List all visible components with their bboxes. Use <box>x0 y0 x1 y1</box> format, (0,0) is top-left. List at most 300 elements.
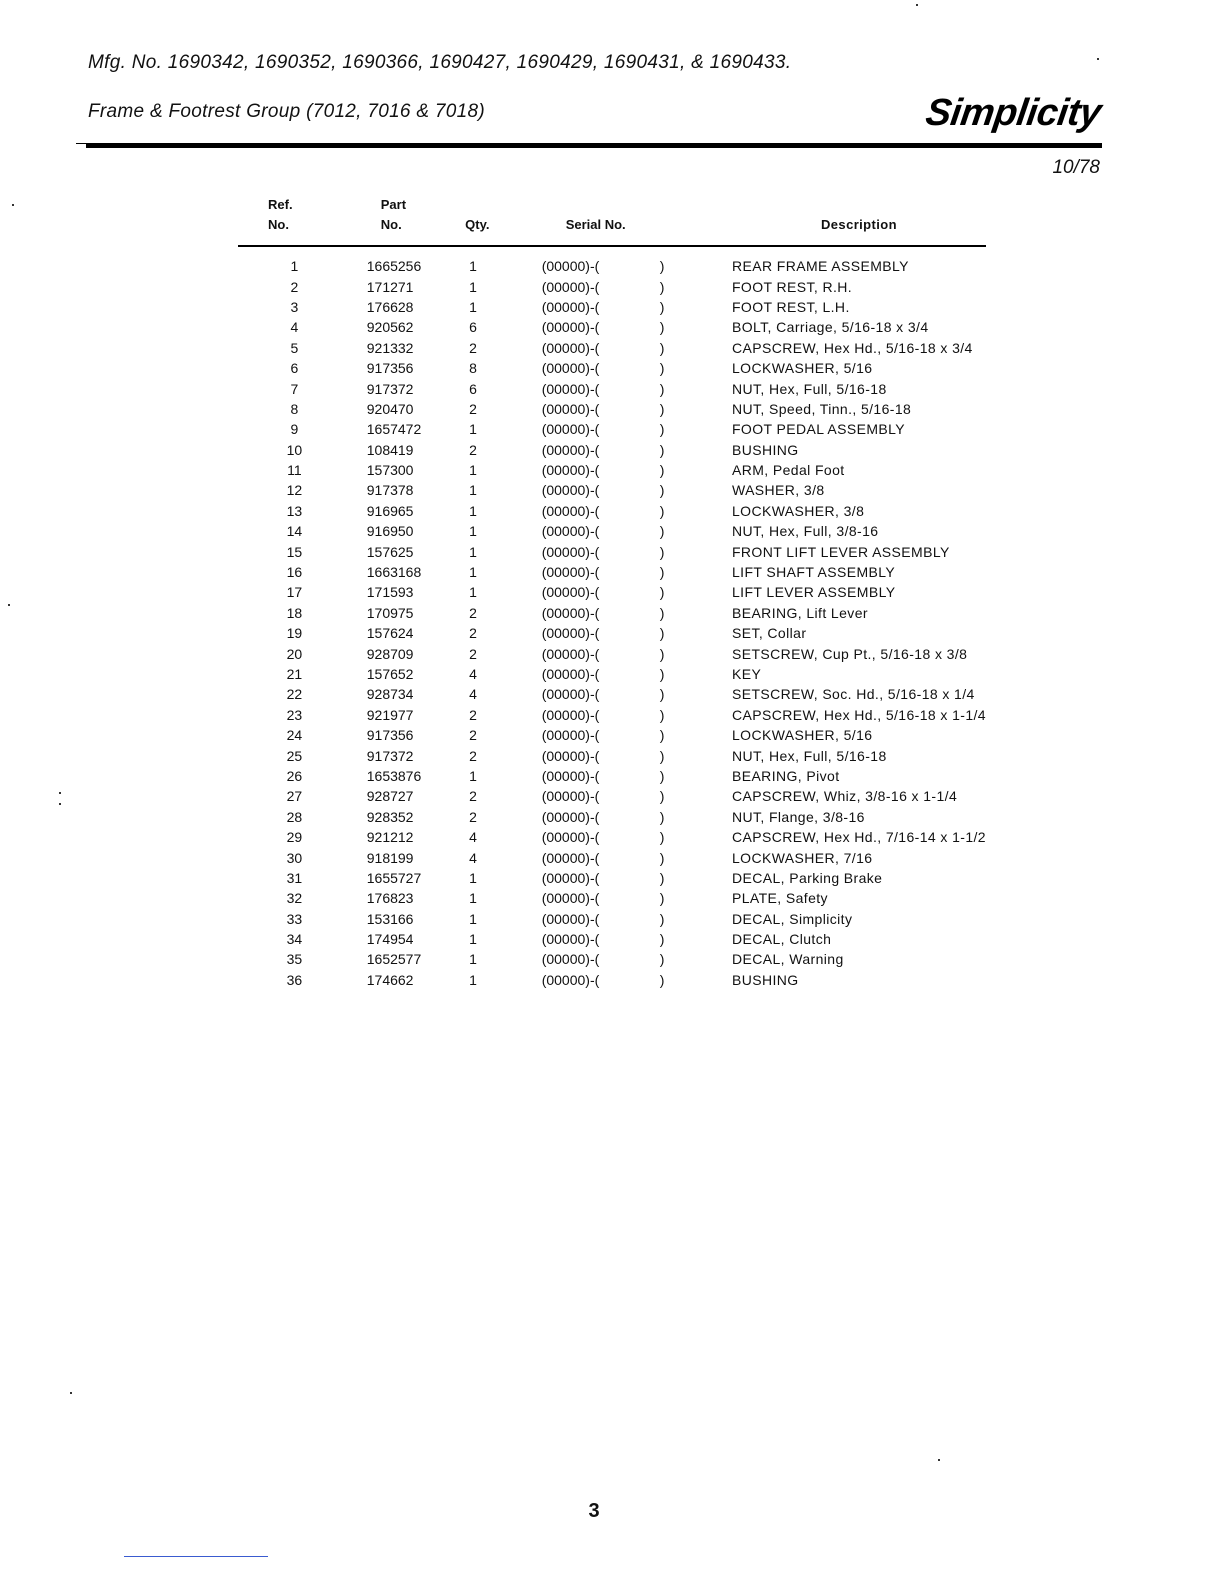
part-no-cell: 921977 <box>366 706 414 723</box>
description-cell: SETSCREW, Soc. Hd., 5/16-18 x 1/4 <box>731 686 975 703</box>
serial-no-cell <box>528 297 728 317</box>
part-no-cell: 917356 <box>366 360 414 377</box>
serial-no-cell <box>528 766 728 786</box>
description-cell: WASHER, 3/8 <box>731 482 825 499</box>
serial-start: (00000)-( <box>541 951 600 968</box>
table-row <box>238 440 986 460</box>
part-no-cell: 153166 <box>366 910 414 927</box>
serial-start: (00000)-( <box>541 298 600 315</box>
serial-no-cell <box>528 909 728 929</box>
serial-no-cell <box>528 399 728 419</box>
simplicity-logo: Simplicity <box>922 92 1104 134</box>
part-no-cell: 1655727 <box>366 869 422 886</box>
serial-start: (00000)-( <box>541 706 600 723</box>
serial-no-cell <box>528 827 728 847</box>
serial-end: ) <box>659 564 665 581</box>
serial-no-cell <box>528 440 728 460</box>
part-no-cell: 174662 <box>366 971 414 988</box>
serial-end: ) <box>659 788 665 805</box>
qty-cell: 1 <box>469 910 477 927</box>
serial-start: (00000)-( <box>541 869 600 886</box>
ref-no-cell: 5 <box>290 339 299 356</box>
serial-end: ) <box>659 258 665 275</box>
ref-no-cell: 30 <box>286 849 303 866</box>
table-row <box>238 745 986 765</box>
ref-no-cell: 13 <box>286 502 303 519</box>
scan-speck <box>1097 58 1099 60</box>
ref-no-cell: 31 <box>286 869 303 886</box>
serial-end: ) <box>659 502 665 519</box>
part-no-cell: 1657472 <box>366 421 422 438</box>
serial-start: (00000)-( <box>541 666 600 682</box>
serial-end: ) <box>659 278 665 295</box>
description-cell: FRONT LIFT LEVER ASSEMBLY <box>731 543 950 560</box>
serial-no-cell <box>528 643 728 663</box>
parts-table <box>238 195 986 990</box>
table-row <box>238 847 986 867</box>
group-title: Frame & Footrest Group (7012, 7016 & 7018) <box>88 101 486 122</box>
qty-cell: 1 <box>469 543 477 560</box>
description-cell: DECAL, Clutch <box>731 931 832 948</box>
part-no-cell: 1665256 <box>366 258 422 275</box>
ref-no-cell: 19 <box>286 625 303 642</box>
serial-end: ) <box>659 584 665 601</box>
serial-no-cell <box>528 725 728 745</box>
serial-no-cell <box>528 705 728 725</box>
serial-no-cell <box>528 358 728 378</box>
table-row <box>238 562 986 582</box>
scan-speck <box>70 1392 72 1394</box>
qty-cell: 1 <box>469 564 477 581</box>
qty-cell: 1 <box>469 258 477 275</box>
part-no-cell: 171271 <box>366 278 414 295</box>
serial-start: (00000)-( <box>541 258 600 275</box>
part-no-cell: 928727 <box>366 788 414 805</box>
part-no-cell: 928709 <box>366 645 414 662</box>
serial-no-cell <box>528 562 728 582</box>
serial-start: (00000)-( <box>541 319 600 336</box>
part-no-cell: 157625 <box>366 543 414 560</box>
table-row <box>238 807 986 827</box>
table-row <box>238 929 986 949</box>
header-rule-tail <box>76 143 88 144</box>
qty-cell: 1 <box>469 298 477 315</box>
ref-no-cell: 21 <box>286 666 303 682</box>
description-cell: DECAL, Parking Brake <box>731 869 883 886</box>
ref-no-cell: 35 <box>286 951 303 968</box>
serial-start: (00000)-( <box>541 441 600 458</box>
qty-cell: 4 <box>469 666 477 682</box>
serial-end: ) <box>659 666 665 682</box>
serial-end: ) <box>659 706 665 723</box>
table-row <box>238 766 986 786</box>
qty-cell: 2 <box>469 747 477 764</box>
serial-no-cell <box>528 541 728 561</box>
serial-end: ) <box>659 767 665 784</box>
description-cell: PLATE, Safety <box>731 890 828 907</box>
serial-no-cell <box>528 603 728 623</box>
part-no-cell: 157300 <box>366 462 414 479</box>
ref-no-cell: 29 <box>286 829 303 846</box>
part-no-cell: 920470 <box>366 400 414 417</box>
qty-cell: 2 <box>469 808 477 825</box>
description-cell: FOOT REST, R.H. <box>731 278 853 295</box>
scan-speck <box>916 4 918 6</box>
ref-no-cell: 18 <box>286 604 303 621</box>
part-no-cell: 1653876 <box>366 767 422 784</box>
part-no-header <box>351 195 461 246</box>
table-row <box>238 888 986 908</box>
table-row <box>238 297 986 317</box>
ref-no-cell: 1 <box>290 258 299 275</box>
qty-cell: 2 <box>469 645 477 662</box>
description-cell: FOOT REST, L.H. <box>731 298 850 315</box>
qty-cell: 1 <box>469 951 477 968</box>
part-no-cell: 928734 <box>366 686 414 703</box>
description-cell: LOCKWASHER, 5/16 <box>731 727 873 744</box>
ref-no-cell: 4 <box>290 319 299 336</box>
qty-cell: 4 <box>469 686 477 703</box>
serial-no-cell <box>528 480 728 500</box>
ref-no-cell: 25 <box>286 747 303 764</box>
table-row <box>238 827 986 847</box>
description-header: Description <box>728 195 986 246</box>
part-no-cell: 176628 <box>366 298 414 315</box>
table-row <box>238 276 986 296</box>
description-cell: BUSHING <box>731 971 799 988</box>
part-no-cell: 928352 <box>366 808 414 825</box>
table-row <box>238 623 986 643</box>
qty-cell: 2 <box>469 706 477 723</box>
serial-start: (00000)-( <box>541 584 600 601</box>
serial-start: (00000)-( <box>541 645 600 662</box>
ref-no-cell: 6 <box>290 360 299 377</box>
serial-no-cell <box>528 888 728 908</box>
ref-no-cell: 3 <box>290 298 299 315</box>
table-row <box>238 970 986 990</box>
table-row <box>238 582 986 602</box>
serial-no-cell <box>528 745 728 765</box>
serial-start: (00000)-( <box>541 931 600 948</box>
part-no-cell: 917372 <box>366 380 414 397</box>
serial-end: ) <box>659 482 665 499</box>
serial-no-cell <box>528 949 728 969</box>
ref-no-cell: 7 <box>290 380 299 397</box>
table-row <box>238 664 986 684</box>
table-row <box>238 909 986 929</box>
table-row <box>238 521 986 541</box>
description-cell: BUSHING <box>731 441 799 458</box>
serial-start: (00000)-( <box>541 360 600 377</box>
ref-no-cell: 20 <box>286 645 303 662</box>
ref-no-cell: 11 <box>287 462 302 479</box>
qty-cell: 6 <box>469 319 477 336</box>
description-cell: BOLT, Carriage, 5/16-18 x 3/4 <box>731 319 929 336</box>
serial-end: ) <box>659 462 665 479</box>
serial-end: ) <box>659 360 665 377</box>
table-row <box>238 725 986 745</box>
serial-start: (00000)-( <box>541 788 600 805</box>
serial-end: ) <box>659 910 665 927</box>
part-no-cell: 918199 <box>366 849 414 866</box>
serial-end: ) <box>659 400 665 417</box>
table-row <box>238 541 986 561</box>
ref-no-header <box>238 195 351 246</box>
serial-end: ) <box>659 625 665 642</box>
part-no-cell: 1663168 <box>366 564 422 581</box>
serial-start: (00000)-( <box>541 523 600 540</box>
ref-no-cell: 36 <box>286 971 303 988</box>
ref-no-cell: 27 <box>286 788 303 805</box>
qty-cell: 1 <box>469 869 477 886</box>
part-no-cell: 916965 <box>366 502 414 519</box>
serial-start: (00000)-( <box>541 421 600 438</box>
qty-cell: 1 <box>469 584 477 601</box>
ref-no-cell: 26 <box>286 767 303 784</box>
serial-end: ) <box>659 319 665 336</box>
serial-end: ) <box>659 890 665 907</box>
ref-no-cell: 16 <box>286 564 303 581</box>
table-row <box>238 460 986 480</box>
qty-cell: 1 <box>469 502 477 519</box>
ref-no-cell: 10 <box>286 441 303 458</box>
serial-end: ) <box>659 931 665 948</box>
serial-start: (00000)-( <box>541 747 600 764</box>
serial-no-cell <box>528 419 728 439</box>
part-no-cell: 921332 <box>366 339 414 356</box>
ref-no-cell: 17 <box>286 584 303 601</box>
serial-no-cell <box>528 276 728 296</box>
serial-start: (00000)-( <box>541 278 600 295</box>
part-no-cell: 917356 <box>366 727 414 744</box>
description-cell: CAPSCREW, Hex Hd., 5/16-18 x 3/4 <box>731 339 973 356</box>
scan-speck <box>8 604 10 606</box>
table-row <box>238 317 986 337</box>
part-no-cell: 108419 <box>366 441 414 458</box>
part-no-cell: 171593 <box>366 584 414 601</box>
date-code: 10/78 <box>1052 157 1100 178</box>
serial-no-cell <box>528 970 728 990</box>
serial-start: (00000)-( <box>541 380 600 397</box>
serial-start: (00000)-( <box>541 829 600 846</box>
ref-no-cell: 34 <box>286 931 303 948</box>
qty-cell: 8 <box>469 360 477 377</box>
qty-cell: 2 <box>469 400 477 417</box>
qty-cell: 1 <box>469 523 477 540</box>
ref-no-cell: 33 <box>286 910 303 927</box>
part-no-cell: 1652577 <box>366 951 422 968</box>
ref-no-cell: 15 <box>286 543 303 560</box>
qty-cell: 1 <box>469 931 477 948</box>
table-header-row <box>238 195 986 246</box>
qty-cell: 1 <box>469 278 477 295</box>
serial-end: ) <box>659 951 665 968</box>
qty-cell: 1 <box>469 482 477 499</box>
description-cell: NUT, Hex, Full, 5/16-18 <box>731 380 887 397</box>
serial-end: ) <box>659 421 665 438</box>
qty-cell: 4 <box>469 849 477 866</box>
part-header-line1: Part <box>380 197 407 212</box>
ref-no-cell: 23 <box>286 706 303 723</box>
qty-cell: 2 <box>469 727 477 744</box>
serial-no-cell <box>528 582 728 602</box>
serial-no-header: Serial No. <box>528 195 728 246</box>
serial-end: ) <box>659 441 665 458</box>
ref-no-cell: 24 <box>286 727 303 744</box>
table-row <box>238 419 986 439</box>
part-no-cell: 917378 <box>366 482 414 499</box>
table-row <box>238 378 986 398</box>
serial-start: (00000)-( <box>541 339 600 356</box>
qty-cell: 1 <box>469 890 477 907</box>
serial-start: (00000)-( <box>541 808 600 825</box>
qty-cell: 4 <box>469 829 477 846</box>
description-cell: KEY <box>731 666 762 682</box>
serial-end: ) <box>659 604 665 621</box>
serial-start: (00000)-( <box>541 482 600 499</box>
serial-start: (00000)-( <box>541 727 600 744</box>
serial-no-cell <box>528 317 728 337</box>
serial-start: (00000)-( <box>541 890 600 907</box>
serial-start: (00000)-( <box>541 604 600 621</box>
part-no-cell: 176823 <box>366 890 414 907</box>
table-row <box>238 868 986 888</box>
part-no-cell: 917372 <box>366 747 414 764</box>
serial-end: ) <box>659 829 665 846</box>
serial-no-cell <box>528 684 728 704</box>
serial-start: (00000)-( <box>541 543 600 560</box>
footer-underline <box>124 1556 268 1557</box>
header-rule <box>86 143 1102 148</box>
scan-speck <box>59 792 61 794</box>
description-cell: LOCKWASHER, 7/16 <box>731 849 873 866</box>
description-cell: CAPSCREW, Hex Hd., 7/16-14 x 1-1/2 <box>731 829 986 846</box>
serial-end: ) <box>659 298 665 315</box>
table-row <box>238 501 986 521</box>
serial-no-cell <box>528 521 728 541</box>
serial-end: ) <box>659 727 665 744</box>
table-row <box>238 603 986 623</box>
serial-no-cell <box>528 847 728 867</box>
serial-no-cell <box>528 460 728 480</box>
qty-cell: 1 <box>469 767 477 784</box>
ref-no-cell: 28 <box>286 808 303 825</box>
serial-start: (00000)-( <box>541 686 600 703</box>
qty-cell: 1 <box>469 462 477 479</box>
ref-header-line1: Ref. <box>268 197 293 212</box>
serial-end: ) <box>659 645 665 662</box>
serial-end: ) <box>659 339 665 356</box>
description-cell: LIFT LEVER ASSEMBLY <box>731 584 896 601</box>
serial-start: (00000)-( <box>541 400 600 417</box>
serial-start: (00000)-( <box>541 625 600 642</box>
part-no-cell: 921212 <box>366 829 414 846</box>
serial-start: (00000)-( <box>541 910 600 927</box>
table-row <box>238 949 986 969</box>
part-header-line2: No. <box>380 217 402 232</box>
scan-speck <box>59 803 61 805</box>
description-cell: FOOT PEDAL ASSEMBLY <box>731 421 906 438</box>
qty-cell: 2 <box>469 339 477 356</box>
qty-cell: 2 <box>469 625 477 642</box>
qty-cell: 6 <box>469 380 477 397</box>
ref-no-cell: 14 <box>286 523 303 540</box>
serial-no-cell <box>528 786 728 806</box>
serial-no-cell <box>528 623 728 643</box>
description-cell: CAPSCREW, Hex Hd., 5/16-18 x 1-1/4 <box>731 706 986 723</box>
part-no-cell: 157652 <box>366 666 414 682</box>
serial-end: ) <box>659 849 665 866</box>
serial-start: (00000)-( <box>541 971 600 988</box>
description-cell: REAR FRAME ASSEMBLY <box>731 258 909 275</box>
serial-no-cell <box>528 807 728 827</box>
scan-speck <box>12 204 14 206</box>
ref-no-cell: 12 <box>286 482 303 499</box>
ref-no-cell: 22 <box>286 686 303 703</box>
table-row <box>238 246 986 276</box>
ref-no-cell: 9 <box>290 421 299 438</box>
description-cell: SETSCREW, Cup Pt., 5/16-18 x 3/8 <box>731 645 968 662</box>
serial-no-cell <box>528 868 728 888</box>
scan-speck <box>938 1459 940 1461</box>
description-cell: NUT, Hex, Full, 5/16-18 <box>731 747 887 764</box>
ref-header-line2: No. <box>268 217 289 232</box>
mfg-number-line: Mfg. No. 1690342, 1690352, 1690366, 1690427, 1690429, 1690431, & 1690433. <box>88 52 792 73</box>
table-row <box>238 705 986 725</box>
ref-no-cell: 8 <box>290 400 299 417</box>
table-row <box>238 684 986 704</box>
qty-header: Qty. <box>461 195 528 246</box>
table-row <box>238 338 986 358</box>
description-cell: NUT, Flange, 3/8-16 <box>731 808 865 825</box>
description-cell: ARM, Pedal Foot <box>731 462 845 479</box>
part-no-cell: 157624 <box>366 625 414 642</box>
serial-start: (00000)-( <box>541 462 600 479</box>
description-cell: BEARING, Lift Lever <box>731 604 868 621</box>
qty-cell: 2 <box>469 441 477 458</box>
serial-no-cell <box>528 501 728 521</box>
ref-no-cell: 32 <box>286 890 303 907</box>
serial-end: ) <box>659 543 665 560</box>
table-row <box>238 480 986 500</box>
parts-table-body <box>238 246 986 990</box>
serial-end: ) <box>659 523 665 540</box>
serial-start: (00000)-( <box>541 767 600 784</box>
page-number: 3 <box>588 1500 600 1522</box>
description-cell: NUT, Hex, Full, 3/8-16 <box>731 523 879 540</box>
serial-start: (00000)-( <box>541 564 600 581</box>
serial-no-cell <box>528 338 728 358</box>
description-cell: DECAL, Warning <box>731 951 844 968</box>
table-row <box>238 786 986 806</box>
qty-cell: 1 <box>469 421 477 438</box>
qty-cell: 2 <box>469 788 477 805</box>
description-cell: LIFT SHAFT ASSEMBLY <box>731 564 896 581</box>
serial-no-cell <box>528 929 728 949</box>
serial-no-cell <box>528 378 728 398</box>
description-cell: LOCKWASHER, 5/16 <box>731 360 873 377</box>
description-cell: NUT, Speed, Tinn., 5/16-18 <box>731 400 912 417</box>
description-cell: BEARING, Pivot <box>731 767 840 784</box>
serial-start: (00000)-( <box>541 849 600 866</box>
description-cell: DECAL, Simplicity <box>731 910 853 927</box>
description-cell: CAPSCREW, Whiz, 3/8-16 x 1-1/4 <box>731 788 958 805</box>
serial-end: ) <box>659 747 665 764</box>
serial-no-cell <box>528 246 728 276</box>
serial-end: ) <box>659 971 665 988</box>
table-row <box>238 358 986 378</box>
serial-end: ) <box>659 808 665 825</box>
